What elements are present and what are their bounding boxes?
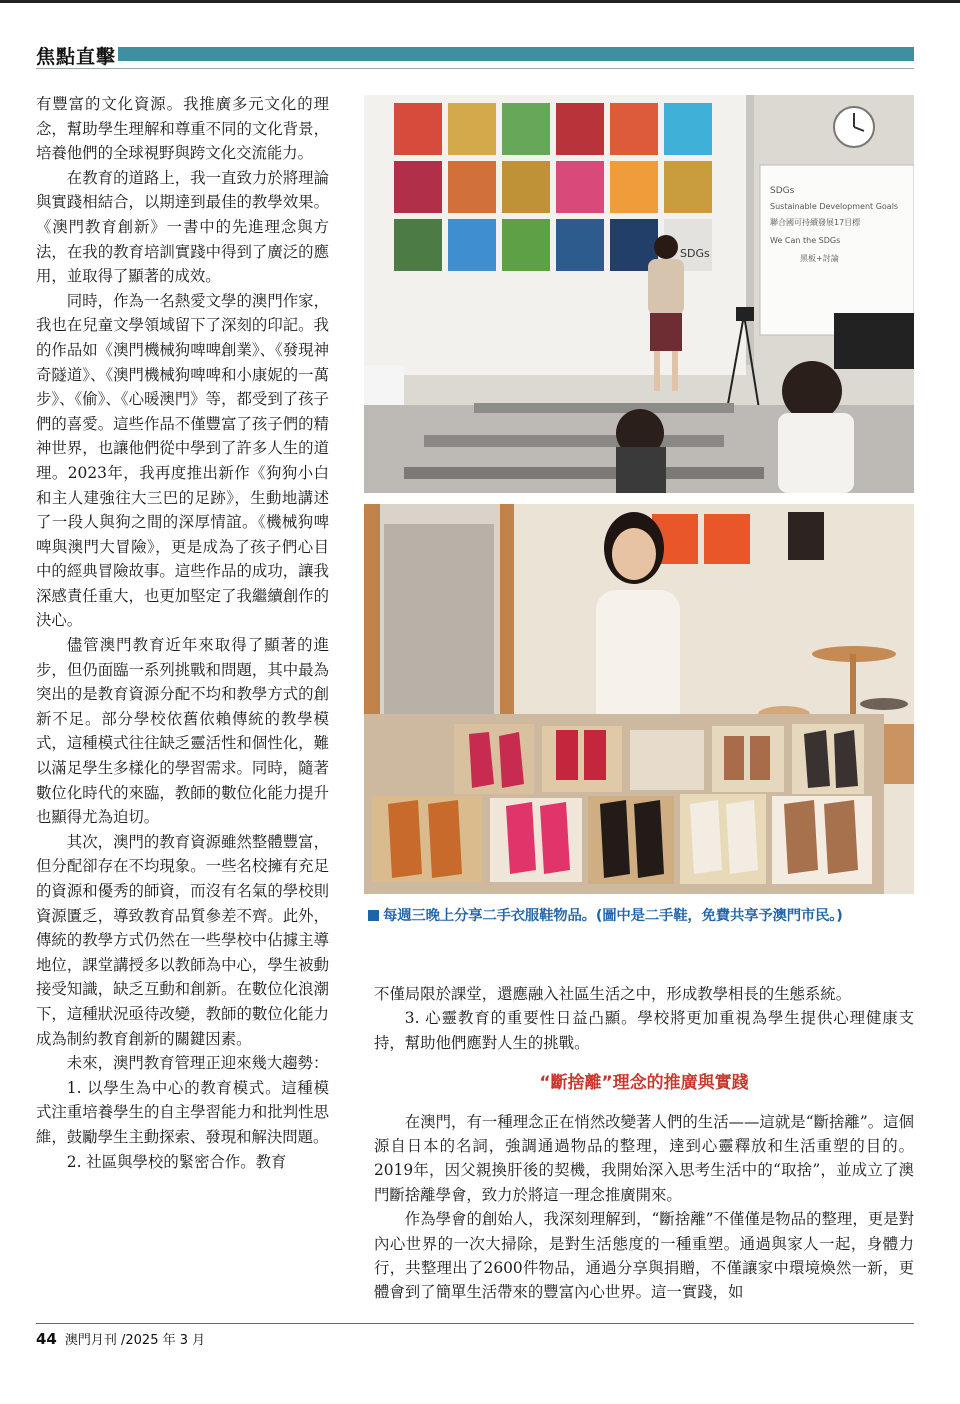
paragraph: 同時，作為一名熱愛文學的澳門作家，我也在兒童文學領域留下了深刻的印記。我的作品如《澳門機械狗啤啤創業》、《發現神奇隧道》、《澳門機械狗啤啤和小康妮的一萬步》、《偷》、《心暖澳門》等，都受到了孩子們的喜愛。這些作品不僅豐富了孩子們的精神世界，也讓他們從中學到了許多人生的道理。2023年，我再度推出新作《狗狗小白和主人建強往大三巴的足跡》，生動地講述了一段人與狗之間的深厚情誼。《機械狗啤啤與澳門大冒險》，更是成為了孩子們心目中的經典冒險故事。這些作品的成功，讓我深感責任重大，也更加堅定了我繼續創作的決心。 [36, 291, 329, 630]
paragraph: 2. 社區與學校的緊密合作。教育 [66, 1152, 287, 1171]
section-subheading: “斷捨離”理念的推廣與實踐 [539, 1073, 749, 1094]
paragraph: 作為學會的創始人，我深刻理解到，“斷捨離”不僅僅是物品的整理，更是對內心世界的一次大掃除，是對生活態度的一種重塑。通過與家人一起，身體力行，共整理出了2600件物品，通過分享與捐贈，不僅讓家中環境煥然一新，更體會到了簡單生活帶來的豐富內心世界。這一實踐，如 [374, 1210, 914, 1302]
paragraph: 3. 心靈教育的重要性日益凸顯。學校將更加重視為學生提供心理健康支持，幫助他們應對人生的挑戰。 [374, 1009, 914, 1052]
caption-marker-icon [368, 910, 379, 921]
slide-label: SDGs [680, 247, 710, 260]
classroom-photo [364, 95, 914, 493]
photo-caption [368, 904, 920, 925]
top-rule [0, 0, 960, 3]
right-column [374, 982, 914, 1305]
whiteboard-line: Sustainable Development Goals [770, 202, 899, 211]
paragraph: 有豐富的文化資源。我推廣多元文化的理念，幫助學生理解和尊重不同的文化背景，培養他們的全球視野與跨文化交流能力。 [36, 95, 329, 163]
shoes-sharing-photo [364, 504, 914, 894]
left-column [36, 92, 329, 1174]
header-bar [118, 47, 914, 61]
issue-label: 澳門月刊 /2025 年 3 月 [64, 1333, 206, 1348]
page-number: 44 [36, 1330, 57, 1348]
caption-text: 每週三晚上分享二手衣服鞋物品。(圖中是二手鞋，免費共享予澳門市民。) [383, 908, 843, 924]
whiteboard-line: 聯合國可持續發展17目標 [770, 218, 861, 227]
paragraph: 在教育的道路上，我一直致力於將理論與實踐相結合，以期達到最佳的教學效果。《澳門教育創新》一書中的先進理念與方法，在我的教育培訓實踐中得到了廣泛的應用，並取得了顯著的成效。 [36, 168, 329, 286]
page-header [36, 40, 914, 70]
page-footer [36, 1329, 205, 1348]
paragraph: 其次，澳門的教育資源雖然整體豐富，但分配卻存在不均現象。一些名校擁有充足的資源和優秀的師資，而沒有名氣的學校則資源匱乏，導致教育品質參差不齊。此外，傳統的教學方式仍然在一些學校中佔據主導地位，課堂講授多以教師為中心，學生被動接受知識，缺乏互動和創新。在數位化浪潮下，這種狀況亟待改變，教師的數位化能力成為制約教育創新的關鍵因素。 [36, 832, 329, 1048]
whiteboard-line: We Can the SDGs [770, 236, 841, 245]
paragraph: 未來，澳門教育管理正迎來幾大趨勢： [66, 1054, 329, 1073]
header-divider [36, 68, 914, 69]
paragraph: 在澳門，有一種理念正在悄然改變著人們的生活——這就是“斷捨離”。這個源自日本的名詞，強調通過物品的整理，達到心靈釋放和生活重塑的目的。2019年，因父親換肝後的契機，我開始深入思考生活中的“取捨”，並成立了澳門斷捨離學會，致力於將這一理念推廣開來。 [374, 1112, 914, 1204]
paragraph: 1. 以學生為中心的教育模式。這種模式注重培養學生的自主學習能力和批判性思維，鼓勵學生主動探索、發現和解決問題。 [36, 1078, 329, 1146]
whiteboard-line: SDGs [770, 186, 795, 196]
footer-divider [36, 1323, 914, 1324]
paragraph: 儘管澳門教育近年來取得了顯著的進步，但仍面臨一系列挑戰和問題，其中最為突出的是教育資源分配不均和教學方式的創新不足。部分學校依舊依賴傳統的教學模式，這種模式往往缺乏靈活性和個性化，難以滿足學生多樣化的學習需求。同時，隨著數位化時代的來臨，教師的數位化能力提升也顯得尤為迫切。 [36, 636, 329, 827]
section-title: 焦點直擊 [36, 46, 117, 68]
paragraph: 不僅局限於課堂，還應融入社區生活之中，形成教學相長的生態系統。 [374, 985, 852, 1003]
shoes-illustration [364, 504, 914, 894]
classroom-illustration [364, 95, 914, 493]
whiteboard-line: 黑板+討論 [800, 254, 839, 263]
